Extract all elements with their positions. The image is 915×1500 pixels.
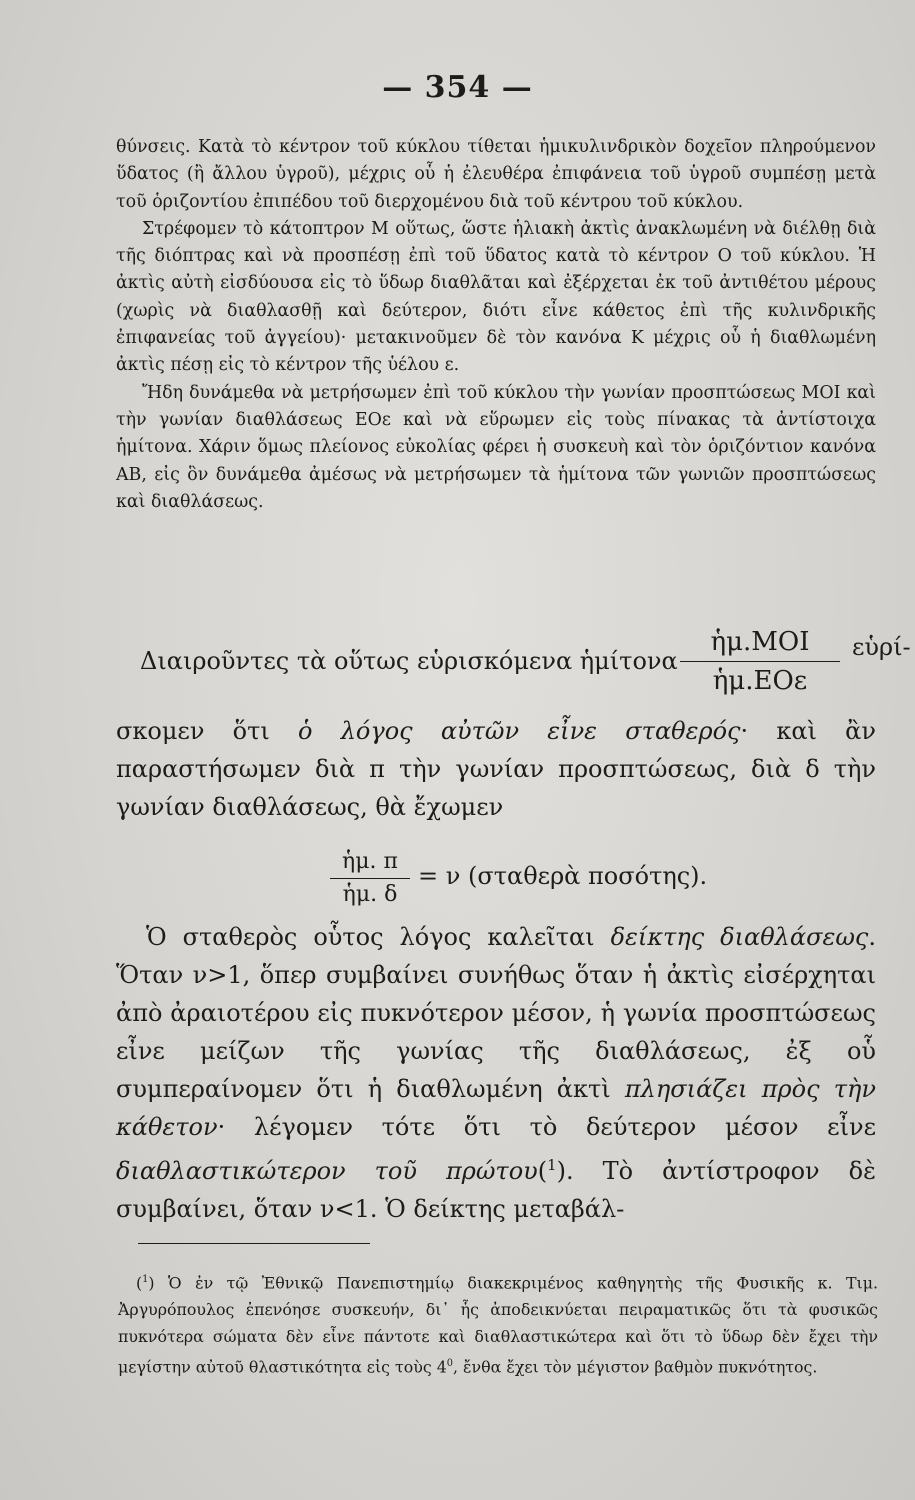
degree-mark: 0	[446, 1358, 454, 1370]
page-number: — 354 —	[382, 70, 533, 105]
ratio-line-continuation: εὑρί-	[852, 633, 911, 661]
fraction-bar	[330, 878, 410, 879]
text-run: . Ὅταν ν>1, ὅπερ συμβαίνει συνήθως ὅταν ἡ ἀκτὶς εἰσέρχηται ἀπὸ ἀραιοτέρου εἰς πυκνότερον μέσον, ἡ γωνία προσπτώσεως εἶνε μείζων τῆς γωνίας τῆς διαθλάσεως, ἐξ οὗ συμπεραίνομεν ὅτι ἡ διαθλωμένη ἀκτὶ	[116, 923, 876, 1103]
body-text-small	[116, 134, 876, 516]
text-run: . Τὸ ἀντίστροφον δὲ συμβαίνει, ὅταν ν<1. Ὁ δείκτης μεταβάλ-	[116, 1157, 876, 1223]
paragraph-4	[116, 712, 876, 826]
body-text-large-1	[116, 712, 876, 826]
ratio-line-text: Διαιροῦντες τὰ οὕτως εὑρισκόμενα ἡμίτονα	[140, 647, 678, 675]
text-run: , ἔνθα ἔχει τὸν μέγιστον βαθμὸν πυκνότητος.	[453, 1357, 818, 1377]
text-run: Ὁ ἐν τῷ Ἐθνικῷ Πανεπιστημίῳ διακεκριμένος καθηγητὴς τῆς Φυσικῆς κ. Τιμ. Ἀργυρόπουλος ἐπενόησε συσκευήν, δι᾽ ἧς ἀποδεικνύεται πειραματικῶς ὅτι τὰ φυσικῶς πυκνότερα σώματα δὲν εἶνε πάντοτε καὶ διαθλαστικώτερα καὶ ὅτι τὸ ὕδωρ δὲν ἔχει τὴν μεγίστην αὐτοῦ θλαστικότητα εἰς τοὺς 4	[118, 1273, 878, 1377]
body-text-large-2	[116, 918, 876, 1228]
sine-ratio-fraction	[680, 625, 840, 698]
equation-numerator: ἡμ. π	[342, 849, 398, 874]
fraction-numerator: ἡμ.ΜΟΙ	[710, 627, 810, 657]
paragraph-3: Ἤδη δυνάμεθα νὰ μετρήσωμεν ἐπὶ τοῦ κύκλου τὴν γωνίαν προσπτώσεως ΜΟΙ καὶ τὴν γωνίαν διαθλάσεως ΕΟε καὶ νὰ εὕρωμεν εἰς τοὺς πίνακας τὰ ἀντίστοιχα ἡμίτονα. Χάριν ὅμως πλείονος εὐκολίας φέρει ἡ συσκευὴ καὶ τὸν ὁριζόντιον κανόνα ΑΒ, εἰς ὃν δυνάμεθα ἀμέσως νὰ μετρήσωμεν τὰ ἡμίτονα τῶν γωνιῶν προσπτώσεως καὶ διαθλάσεως.	[116, 382, 876, 512]
footnote-marker: 1	[142, 1274, 149, 1285]
equation-fraction	[330, 848, 410, 909]
text-run: · καὶ ἂν παραστήσωμεν διὰ π τὴν γωνίαν προσπτώσεως, διὰ δ τὴν γωνίαν διαθλάσεως, θὰ ἔχωμεν	[116, 717, 876, 821]
footnote-rule	[138, 1243, 370, 1244]
equation-rest: = ν (σταθερὰ ποσότης).	[418, 862, 708, 890]
paragraph-2: Στρέφομεν τὸ κάτοπτρον Μ οὕτως, ὥστε ἡλιακὴ ἀκτὶς ἀνακλωμένη νὰ διέλθῃ διὰ τῆς διόπτρας καὶ νὰ προσπέσῃ ἐπὶ τοῦ ὕδατος κατὰ τὸ κέντρον Ο τοῦ κύκλου. Ἡ ἀκτὶς αὐτὴ εἰσδύουσα εἰς τὸ ὕδωρ διαθλᾶται καὶ ἐξέρχεται ἐκ τοῦ ἀντιθέτου μέρους (χωρὶς νὰ διαθλασθῇ καὶ δεύτερον, διότι εἶνε κάθετος ἐπὶ τῆς κυλινδρικῆς ἐπιφανείας τοῦ ἀγγείου)· μετακινοῦμεν δὲ τὸν κανόνα Κ μέχρις οὗ ἡ διαθλωμένη ἀκτὶς πέσῃ εἰς τὸ κέντρον τῆς ὑέλου ε.	[116, 218, 876, 376]
italic-run: δείκτης διαθλάσεως	[610, 923, 869, 951]
text-run: σκομεν ὅτι	[116, 717, 299, 745]
footnote-reference: 1	[547, 1156, 557, 1174]
equation-denominator: ἡμ. δ	[342, 882, 398, 907]
fraction-bar	[680, 661, 840, 662]
italic-run: ὁ λόγος αὐτῶν εἶνε σταθερός	[298, 717, 741, 745]
text-run: Ὁ σταθερὸς οὗτος λόγος καλεῖται	[146, 923, 611, 951]
text-run: · λέγομεν τότε ὅτι τὸ δεύτερον μέσον εἶνε	[217, 1113, 876, 1141]
paragraph-5: Ὁ σταθερὸς οὗτος λόγος καλεῖται δείκτης διαθλάσεως. Ὅταν ν>1, ὅπερ συμβαίνει συνήθως ὅταν ἡ ἀκτὶς εἰσέρχηται ἀπὸ ἀραιοτέρου εἰς πυκνότερον μέσον, ἡ γωνία προσπτώσεως εἶνε μείζων τῆς γωνίας τῆς διαθλάσεως, ἐξ οὗ συμπεραίνομεν ὅτι ἡ διαθλωμένη ἀκτὶ πλησιάζει πρὸς τὴν κάθετον· λέγομεν τότε ὅτι τὸ δεύτερον μέσον εἶνε διαθλαστικώτερον τοῦ πρώτου($^1$). Τὸ ἀντίστροφον δὲ συμβαίνει, ὅταν ν<1. Ὁ δείκτης μεταβάλ-	[116, 923, 876, 1223]
italic-run: διαθλαστικώτερον τοῦ πρώτου	[116, 1157, 538, 1185]
footnote-text: ($^1$) Ὁ ἐν τῷ Ἐθνικῷ Πανεπιστημίῳ διακεκριμένος καθηγητὴς τῆς Φυσικῆς κ. Τιμ. Ἀργυρόπουλος ἐπενόησε συσκευήν, δι᾽ ἧς ἀποδεικνύεται πειραματικῶς ὅτι τὰ φυσικῶς πυκνότερα σώματα δὲν εἶνε πάντοτε καὶ διαθλαστικώτερα καὶ ὅτι τὸ ὕδωρ δὲν ἔχει τὴν μεγίστην αὐτοῦ θλαστικότητα εἰς τοὺς $4^0$, ἔνθα ἔχει τὸν μέγιστον βαθμὸν πυκνότητος.	[118, 1273, 878, 1377]
footnote	[118, 1266, 878, 1381]
ratio-line	[140, 625, 911, 696]
italic-run: πλησιάζει πρὸς τὴν κάθετον	[116, 1075, 876, 1141]
refraction-equation	[330, 848, 830, 914]
fraction-denominator: ἡμ.ΕΟε	[712, 666, 808, 696]
paragraph-1: θύνσεις. Κατὰ τὸ κέντρον τοῦ κύκλου τίθεται ἡμικυλινδρικὸν δοχεῖον πληρούμενον ὕδατος (ἢ ἄλλου ὑγροῦ), μέχρις οὗ ἡ ἐλευθέρα ἐπιφάνεια τοῦ ὑγροῦ συμπέσῃ μετὰ τοῦ ὁριζοντίου ἐπιπέδου τοῦ διερχομένου διὰ τοῦ κέντρου τοῦ κύκλου.	[116, 137, 876, 212]
